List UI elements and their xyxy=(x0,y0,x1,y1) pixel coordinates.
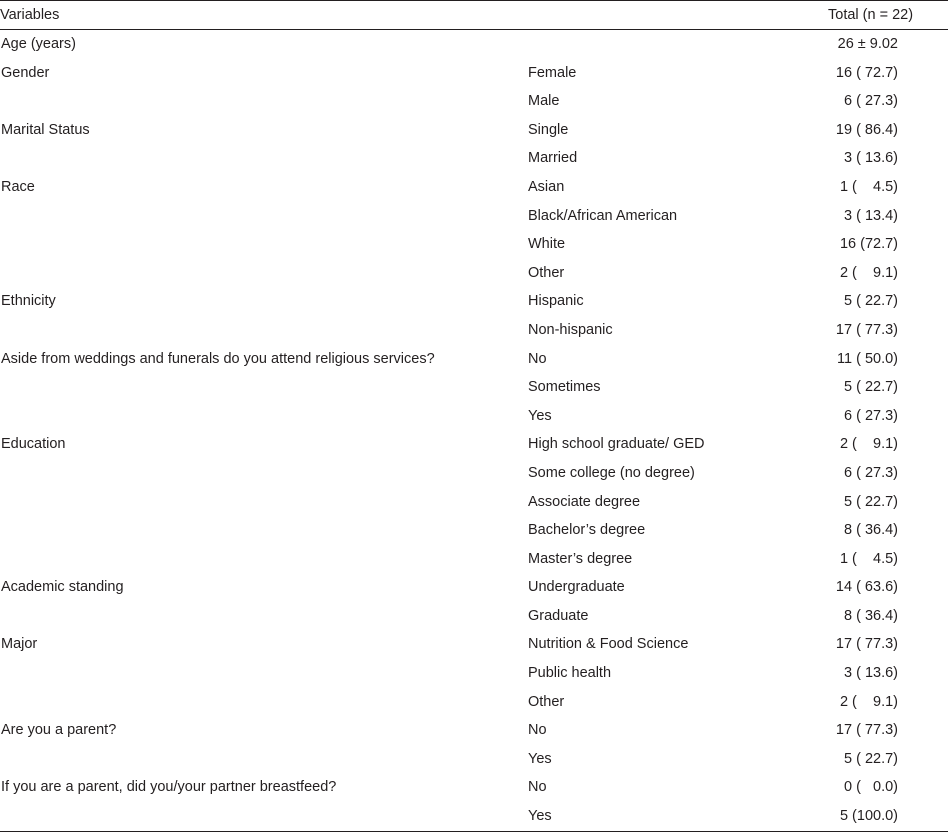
row-category: Married xyxy=(528,150,578,167)
row-variable xyxy=(0,459,528,488)
row-category: Yes xyxy=(528,802,828,831)
row-category: Sometimes xyxy=(528,379,601,396)
table-row xyxy=(0,316,948,345)
row-variable xyxy=(0,488,528,517)
row-value: 17 ( 77.3) xyxy=(835,722,898,739)
row-variable xyxy=(0,373,528,402)
row-value: 1 ( 4.5) xyxy=(839,550,898,567)
header-variables: Variables xyxy=(0,1,528,30)
row-value: 5 ( 22.7) xyxy=(844,293,898,310)
row-value: 2 ( 9.1) xyxy=(839,436,898,453)
table-row xyxy=(0,630,948,659)
row-variable: Gender xyxy=(1,64,50,81)
row-value: 3 ( 13.4) xyxy=(844,207,898,224)
table-row xyxy=(0,602,948,631)
row-value: 8 ( 36.4) xyxy=(844,522,898,539)
row-variable xyxy=(0,745,528,774)
row-category: Undergraduate xyxy=(528,579,625,596)
row-value: 26 ± 9.02 xyxy=(837,36,898,52)
table-row xyxy=(0,773,948,802)
table-row xyxy=(0,59,948,88)
row-variable xyxy=(0,87,528,116)
row-variable xyxy=(0,545,528,574)
table-row xyxy=(0,259,948,288)
row-category: Asian xyxy=(528,178,565,195)
row-category: Associate degree xyxy=(528,493,641,510)
row-variable: Aside from weddings and funerals do you attend religious services? xyxy=(1,350,435,367)
table-row xyxy=(0,688,948,717)
row-category: Hispanic xyxy=(528,293,584,310)
row-category: Public health xyxy=(528,665,612,682)
row-value: 17 ( 77.3) xyxy=(835,636,898,653)
row-value: 17 ( 77.3) xyxy=(835,321,898,338)
table-row xyxy=(0,30,948,59)
header-total: Total (n = 22) xyxy=(828,1,948,30)
row-category: Nutrition & Food Science xyxy=(528,636,689,653)
row-variable xyxy=(0,144,528,173)
table-row xyxy=(0,87,948,116)
row-value: 3 ( 13.6) xyxy=(844,150,898,167)
table-row xyxy=(0,373,948,402)
row-value: 1 ( 4.5) xyxy=(839,178,898,195)
row-value: 16 (72.7) xyxy=(839,236,898,253)
row-value: 2 ( 9.1) xyxy=(839,693,898,710)
row-variable: Academic standing xyxy=(1,579,124,596)
row-variable xyxy=(0,202,528,231)
table-row xyxy=(0,144,948,173)
table-row xyxy=(0,516,948,545)
row-category: No xyxy=(528,779,547,796)
row-variable: If you are a parent, did you/your partner breastfeed? xyxy=(1,779,337,796)
row-value: 5 ( 22.7) xyxy=(844,750,898,767)
table-row xyxy=(0,488,948,517)
row-category: No xyxy=(528,722,547,739)
row-value: 19 ( 86.4) xyxy=(835,121,898,138)
row-category: Other xyxy=(528,264,565,281)
row-category: Bachelor’s degree xyxy=(528,522,646,539)
row-category: High school graduate/ GED xyxy=(528,436,705,453)
row-category: Master’s degree xyxy=(528,550,633,567)
row-category: Yes xyxy=(528,750,552,767)
table-row xyxy=(0,430,948,459)
table-row xyxy=(0,116,948,145)
row-value: 0 ( 0.0) xyxy=(844,779,898,796)
table-row xyxy=(0,545,948,574)
row-category: Black/African American xyxy=(528,207,678,224)
row-category: Some college (no degree) xyxy=(528,464,695,481)
row-variable: Marital Status xyxy=(1,121,90,138)
row-variable xyxy=(0,402,528,431)
row-category: Other xyxy=(528,693,565,710)
row-variable: Age (years) xyxy=(1,36,76,52)
row-variable: Major xyxy=(1,636,38,653)
row-value: 5 ( 22.7) xyxy=(844,493,898,510)
row-value: 6 ( 27.3) xyxy=(844,407,898,424)
row-value: 6 ( 27.3) xyxy=(844,464,898,481)
row-value: 14 ( 63.6) xyxy=(835,579,898,596)
row-variable: Ethnicity xyxy=(1,293,56,310)
row-variable xyxy=(0,259,528,288)
row-category: Yes xyxy=(528,407,552,424)
row-category: Male xyxy=(528,93,560,110)
row-category xyxy=(528,30,828,59)
row-value: 6 ( 27.3) xyxy=(844,93,898,110)
row-category: No xyxy=(528,350,547,367)
table-body xyxy=(0,30,948,832)
row-category: Non-hispanic xyxy=(528,321,613,338)
row-variable xyxy=(0,802,528,831)
table-row xyxy=(0,573,948,602)
table-row xyxy=(0,202,948,231)
row-value: 5 (100.0) xyxy=(828,802,948,831)
table-row xyxy=(0,345,948,374)
row-category: Female xyxy=(528,64,577,81)
row-variable: Race xyxy=(1,178,35,195)
row-value: 3 ( 13.6) xyxy=(844,665,898,682)
table-header xyxy=(0,1,948,30)
table-row xyxy=(0,173,948,202)
header-row xyxy=(0,1,948,30)
table-row xyxy=(0,659,948,688)
row-variable xyxy=(0,230,528,259)
row-value: 8 ( 36.4) xyxy=(844,607,898,624)
table-row xyxy=(0,745,948,774)
row-variable xyxy=(0,602,528,631)
row-category: Graduate xyxy=(528,607,589,624)
row-value: 16 ( 72.7) xyxy=(835,64,898,81)
row-value: 11 ( 50.0) xyxy=(837,350,898,367)
row-value: 2 ( 9.1) xyxy=(839,264,898,281)
row-variable xyxy=(0,659,528,688)
table-row xyxy=(0,287,948,316)
table-row xyxy=(0,230,948,259)
table-row xyxy=(0,802,948,831)
row-value: 5 ( 22.7) xyxy=(844,379,898,396)
table-row xyxy=(0,716,948,745)
row-category: Single xyxy=(528,121,569,138)
row-variable xyxy=(0,688,528,717)
table-row xyxy=(0,402,948,431)
row-variable xyxy=(0,516,528,545)
row-variable: Education xyxy=(1,436,66,453)
table-row xyxy=(0,459,948,488)
header-category xyxy=(528,1,828,30)
row-variable xyxy=(0,316,528,345)
row-variable: Are you a parent? xyxy=(1,722,117,739)
row-category: White xyxy=(528,236,566,253)
